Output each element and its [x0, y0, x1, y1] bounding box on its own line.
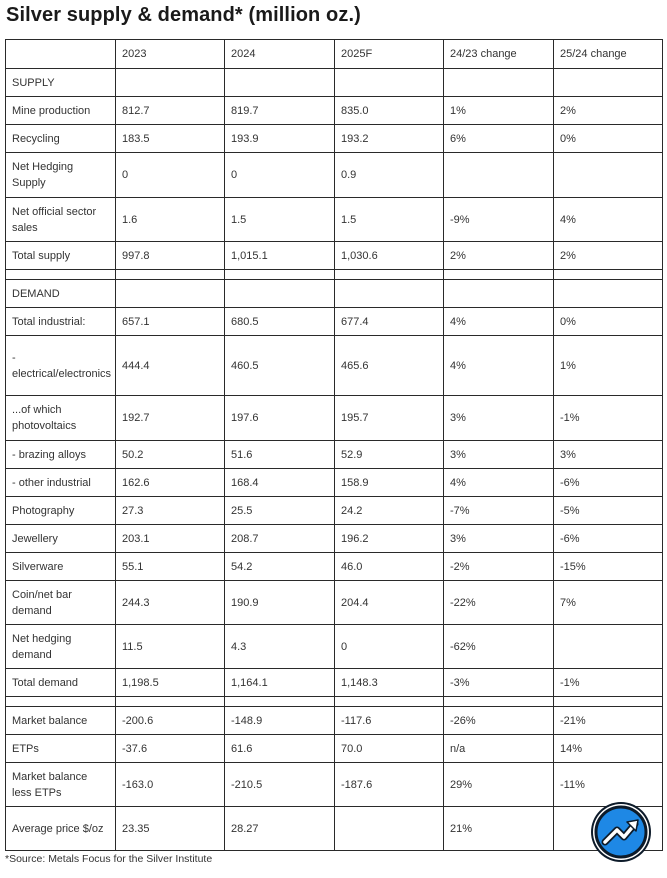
- header-cell: 25/24 change: [554, 40, 663, 69]
- table-cell: -37.6: [116, 735, 225, 763]
- header-cell: 24/23 change: [444, 40, 554, 69]
- table-cell: -21%: [554, 707, 663, 735]
- table-cell: [444, 697, 554, 707]
- table-body: [6, 40, 663, 851]
- table-cell: 193.2: [335, 125, 444, 153]
- table-row: [6, 69, 663, 97]
- table-cell: 55.1: [116, 553, 225, 581]
- table-cell: [116, 280, 225, 308]
- table-cell: 24.2: [335, 497, 444, 525]
- table-cell: 3%: [444, 396, 554, 441]
- table-cell: -187.6: [335, 763, 444, 807]
- table-cell: 208.7: [225, 525, 335, 553]
- table-cell: [554, 153, 663, 198]
- table-cell: 28.27: [225, 807, 335, 851]
- table-cell: 1%: [444, 97, 554, 125]
- table-cell: 0%: [554, 125, 663, 153]
- table-cell: 192.7: [116, 396, 225, 441]
- table-cell: 4%: [444, 469, 554, 497]
- table-cell: -3%: [444, 669, 554, 697]
- table-row: [6, 625, 663, 669]
- table-cell: 7%: [554, 581, 663, 625]
- table-cell: -9%: [444, 198, 554, 242]
- row-label: Silverware: [6, 553, 116, 581]
- table-cell: [335, 270, 444, 280]
- table-row: [6, 153, 663, 198]
- table-cell: [335, 807, 444, 851]
- table-cell: 1,198.5: [116, 669, 225, 697]
- table-cell: 11.5: [116, 625, 225, 669]
- table-cell: 196.2: [335, 525, 444, 553]
- table-cell: 1,030.6: [335, 242, 444, 270]
- table-cell: 203.1: [116, 525, 225, 553]
- table-cell: 0: [335, 625, 444, 669]
- row-label: Net hedging demand: [6, 625, 116, 669]
- table-cell: [444, 69, 554, 97]
- table-cell: 1%: [554, 336, 663, 396]
- table-cell: 3%: [554, 441, 663, 469]
- table-cell: 1.6: [116, 198, 225, 242]
- table-cell: 168.4: [225, 469, 335, 497]
- row-label: Market balance: [6, 707, 116, 735]
- table-cell: [116, 69, 225, 97]
- table-cell: 158.9: [335, 469, 444, 497]
- table-cell: 4.3: [225, 625, 335, 669]
- table-cell: 197.6: [225, 396, 335, 441]
- table-row: [6, 469, 663, 497]
- row-label: Coin/net bar demand: [6, 581, 116, 625]
- table-cell: 444.4: [116, 336, 225, 396]
- table-row: [6, 308, 663, 336]
- table-cell: 835.0: [335, 97, 444, 125]
- table-cell: 1,148.3: [335, 669, 444, 697]
- table-cell: [554, 69, 663, 97]
- table-cell: 29%: [444, 763, 554, 807]
- table-row: [6, 497, 663, 525]
- table-cell: 680.5: [225, 308, 335, 336]
- row-label: Net official sector sales: [6, 198, 116, 242]
- table-cell: 1.5: [225, 198, 335, 242]
- table-cell: -163.0: [116, 763, 225, 807]
- table-cell: 1,015.1: [225, 242, 335, 270]
- table-row: [6, 707, 663, 735]
- table-cell: 0: [225, 153, 335, 198]
- table-cell: 812.7: [116, 97, 225, 125]
- row-label: Mine production: [6, 97, 116, 125]
- table-cell: 677.4: [335, 308, 444, 336]
- table-cell: 4%: [444, 336, 554, 396]
- table-row: [6, 763, 663, 807]
- table-cell: [554, 270, 663, 280]
- table-cell: 0: [116, 153, 225, 198]
- table-cell: -210.5: [225, 763, 335, 807]
- row-label: Average price $/oz: [6, 807, 116, 851]
- table-cell: 244.3: [116, 581, 225, 625]
- table-cell: [554, 280, 663, 308]
- table-cell: 2%: [554, 242, 663, 270]
- header-cell: 2023: [116, 40, 225, 69]
- table-cell: 27.3: [116, 497, 225, 525]
- row-label: [6, 697, 116, 707]
- table-row: [6, 336, 663, 396]
- table-cell: -1%: [554, 396, 663, 441]
- header-row: [6, 40, 663, 69]
- header-cell: 2025F: [335, 40, 444, 69]
- table-cell: -11%: [554, 763, 663, 807]
- table-row: [6, 697, 663, 707]
- header-cell: [6, 40, 116, 69]
- table-cell: -6%: [554, 525, 663, 553]
- table-cell: [444, 270, 554, 280]
- table-cell: [444, 280, 554, 308]
- table-cell: -1%: [554, 669, 663, 697]
- table-row: [6, 581, 663, 625]
- table-cell: 3%: [444, 525, 554, 553]
- table-cell: [225, 697, 335, 707]
- source-footnote: *Source: Metals Focus for the Silver Institute: [5, 853, 213, 865]
- table-cell: 0.9: [335, 153, 444, 198]
- row-label: - electrical/electronics: [6, 336, 116, 396]
- table-cell: -2%: [444, 553, 554, 581]
- table-cell: 4%: [554, 198, 663, 242]
- table-cell: 2%: [554, 97, 663, 125]
- row-label: Total supply: [6, 242, 116, 270]
- table-cell: 21%: [444, 807, 554, 851]
- header-cell: 2024: [225, 40, 335, 69]
- row-label: ...of which photovoltaics: [6, 396, 116, 441]
- table-cell: [225, 69, 335, 97]
- row-label: Total demand: [6, 669, 116, 697]
- table-cell: 204.4: [335, 581, 444, 625]
- table-row: [6, 125, 663, 153]
- row-label: Jewellery: [6, 525, 116, 553]
- row-label: Net Hedging Supply: [6, 153, 116, 198]
- table-cell: 0%: [554, 308, 663, 336]
- table-cell: 190.9: [225, 581, 335, 625]
- table-cell: -117.6: [335, 707, 444, 735]
- table-row: [6, 242, 663, 270]
- table-cell: 6%: [444, 125, 554, 153]
- table-row: [6, 270, 663, 280]
- table-cell: -200.6: [116, 707, 225, 735]
- table-cell: 46.0: [335, 553, 444, 581]
- table-cell: [554, 697, 663, 707]
- row-label: ETPs: [6, 735, 116, 763]
- table-row: [6, 97, 663, 125]
- table-row: [6, 280, 663, 308]
- table-row: [6, 735, 663, 763]
- table-cell: 657.1: [116, 308, 225, 336]
- table-cell: 23.35: [116, 807, 225, 851]
- table-cell: 54.2: [225, 553, 335, 581]
- table-cell: 997.8: [116, 242, 225, 270]
- chart-arrow-icon: [593, 804, 649, 860]
- row-label: - brazing alloys: [6, 441, 116, 469]
- table-cell: 195.7: [335, 396, 444, 441]
- table-cell: [444, 153, 554, 198]
- table-cell: 70.0: [335, 735, 444, 763]
- table-cell: 14%: [554, 735, 663, 763]
- table-cell: 183.5: [116, 125, 225, 153]
- row-label: [6, 270, 116, 280]
- row-label: SUPPLY: [6, 69, 116, 97]
- table-cell: -62%: [444, 625, 554, 669]
- table-cell: -6%: [554, 469, 663, 497]
- table-cell: -26%: [444, 707, 554, 735]
- row-label: Recycling: [6, 125, 116, 153]
- table-row: [6, 198, 663, 242]
- silver-supply-demand-table: [5, 39, 663, 851]
- table-cell: 61.6: [225, 735, 335, 763]
- table-cell: -7%: [444, 497, 554, 525]
- row-label: Photography: [6, 497, 116, 525]
- table-cell: [116, 697, 225, 707]
- table-cell: -5%: [554, 497, 663, 525]
- table-row: [6, 807, 663, 851]
- table-cell: -15%: [554, 553, 663, 581]
- table-cell: [335, 280, 444, 308]
- table-cell: 1.5: [335, 198, 444, 242]
- table-row: [6, 396, 663, 441]
- table-cell: 52.9: [335, 441, 444, 469]
- table-cell: 51.6: [225, 441, 335, 469]
- table-cell: -22%: [444, 581, 554, 625]
- row-label: Total industrial:: [6, 308, 116, 336]
- table-cell: [335, 697, 444, 707]
- table-row: [6, 525, 663, 553]
- row-label: - other industrial: [6, 469, 116, 497]
- table-cell: [554, 625, 663, 669]
- table-cell: n/a: [444, 735, 554, 763]
- row-label: Market balance less ETPs: [6, 763, 116, 807]
- table-cell: 25.5: [225, 497, 335, 525]
- table-cell: 4%: [444, 308, 554, 336]
- table-cell: 819.7: [225, 97, 335, 125]
- table-cell: [116, 270, 225, 280]
- table-cell: 460.5: [225, 336, 335, 396]
- logo-badge: [593, 804, 649, 860]
- table-row: [6, 441, 663, 469]
- table-cell: 193.9: [225, 125, 335, 153]
- table-cell: 1,164.1: [225, 669, 335, 697]
- table-row: [6, 553, 663, 581]
- table-row: [6, 669, 663, 697]
- table-cell: -148.9: [225, 707, 335, 735]
- table-cell: 465.6: [335, 336, 444, 396]
- row-label: DEMAND: [6, 280, 116, 308]
- table-cell: [335, 69, 444, 97]
- table-cell: 162.6: [116, 469, 225, 497]
- table-cell: 2%: [444, 242, 554, 270]
- page-title: Silver supply & demand* (million oz.): [6, 4, 361, 26]
- table-cell: [225, 270, 335, 280]
- table-cell: 3%: [444, 441, 554, 469]
- table-cell: [225, 280, 335, 308]
- table-cell: 50.2: [116, 441, 225, 469]
